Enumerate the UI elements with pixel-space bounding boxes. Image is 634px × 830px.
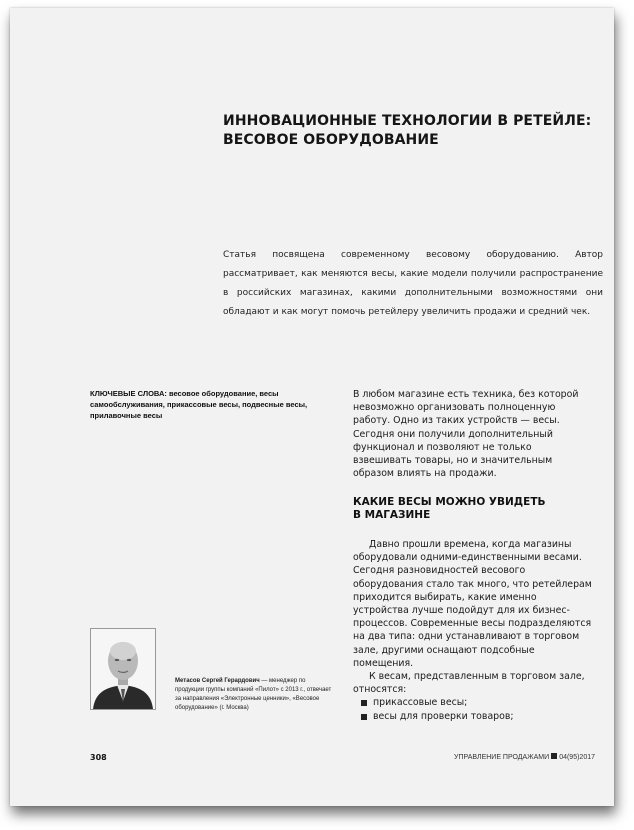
section-body bbox=[353, 538, 593, 723]
keywords-label: КЛЮЧЕВЫЕ СЛОВА: bbox=[90, 389, 167, 398]
keywords-block bbox=[90, 388, 330, 421]
scales-list bbox=[353, 696, 593, 722]
page-number: 308 bbox=[90, 753, 107, 762]
journal-name: УПРАВЛЕНИЕ ПРОДАЖАМИ bbox=[454, 754, 550, 761]
author-bio: — менеджер по продукции группы компаний «Пилот» с 2013 г., отвечает за направления «Электронные ценники», «Весовое оборудование» (г. Москва) bbox=[175, 678, 332, 711]
body-paragraph-1: Давно прошли времена, когда магазины оборудовали одними-единственными весами. Сегодня разновидностей весового оборудования стало так много, что ретейлерам приходится выбирать, какие именно устройства лучше подойдут для их бизнес-процессов. Современные весы подразделяются на два типа: одни устанавливают в торговом зале, другими оснащают подсобные помещения. bbox=[353, 539, 592, 669]
journal-issue: 04(95)2017 bbox=[559, 754, 595, 761]
section-heading-line-1: КАКИЕ ВЕСЫ МОЖНО УВИДЕТЬ bbox=[353, 496, 546, 508]
article-title bbox=[223, 112, 603, 150]
section-heading-line-2: В МАГАЗИНЕ bbox=[353, 509, 431, 521]
square-separator-icon bbox=[551, 753, 557, 759]
list-item: весы для проверки товаров; bbox=[353, 710, 593, 723]
author-name: Метасов Сергей Герардович bbox=[175, 678, 260, 684]
article-title-line-2: ВЕСОВОЕ ОБОРУДОВАНИЕ bbox=[223, 132, 439, 148]
section-heading bbox=[353, 496, 593, 522]
page-sheet bbox=[10, 8, 614, 806]
journal-footer bbox=[420, 753, 595, 761]
author-photo bbox=[90, 628, 156, 710]
author-info bbox=[175, 677, 335, 713]
article-abstract: Статья посвящена современному весовому оборудованию. Автор рассматривает, как меняются весы, какие модели получили распространение в российских магазинах, какими дополнительными возможностями они обладают и как могут помочь ретейлеру увеличить продажи и средний чек. bbox=[223, 250, 603, 317]
intro-paragraph: В любом магазине есть техника, без которой невозможно организовать полноценную работу. Одно из таких устройств — весы. Сегодня они получили дополнительный функционал и позволяют не только взвешивать товары, но и значительным образом влиять на продажи. bbox=[353, 389, 579, 480]
article-title-line-1: ИННОВАЦИОННЫЕ ТЕХНОЛОГИИ В РЕТЕЙЛЕ: bbox=[223, 113, 592, 129]
author-portrait-image bbox=[91, 629, 155, 709]
body-paragraph-2: К весам, представленным в торговом зале, относятся: bbox=[353, 671, 585, 696]
list-item: прикассовые весы; bbox=[353, 696, 593, 709]
keywords-text: весовое оборудование, весы самообслуживания, прикассовые весы, подвесные весы, прилавочные весы bbox=[90, 389, 308, 420]
